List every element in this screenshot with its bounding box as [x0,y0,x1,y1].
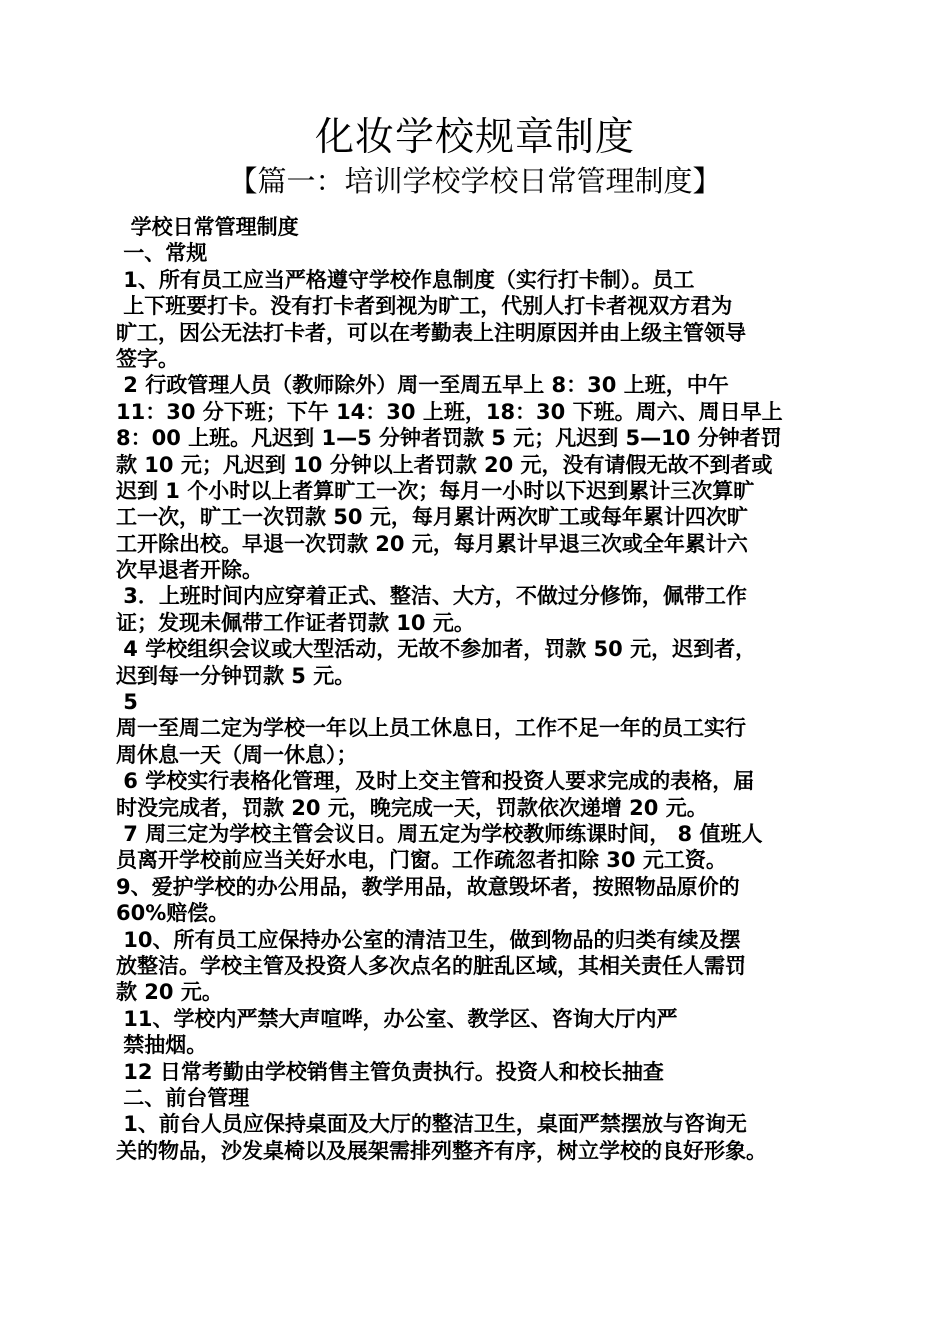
document-subtitle: 【篇一：培训学校学校日常管理制度】 [228,164,722,198]
body-line: 周休息一天（周一休息）； [116,742,358,767]
document-title: 化妆学校规章制度 [314,115,635,160]
body-line: 11：30 分下班；下午 14：30 上班，18：30 下班。周六、周日早上 [116,399,783,424]
body-line: 员离开学校前应当关好水电，门窗。工作疏忽者扣除 30 元工资。 [116,848,727,873]
body-line: 一、常规 [116,241,208,266]
body-line: 学校日常管理制度 [116,215,299,239]
body-line: 上下班要打卡。没有打卡者到视为旷工，代别人打卡者视双方君为 [116,294,733,319]
body-line: 周一至周二定为学校一年以上员工休息日，工作不足一年的员工实行 [116,716,746,741]
body-line: 工一次，旷工一次罚款 50 元，每月累计两次旷工或每年累计四次旷 [116,505,748,530]
body-line: 12 日常考勤由学校销售主管负责执行。投资人和校长抽查 [116,1059,664,1084]
body-line: 禁抽烟。 [116,1033,208,1058]
body-line: 5 [116,690,138,715]
body-line: 旷工，因公无法打卡者，可以在考勤表上注明原因并由上级主管领导 [116,320,746,345]
body-line: 关的物品，沙发桌椅以及展架需排列整齐有序，树立学校的良好形象。 [116,1138,767,1163]
body-line: 款 10 元；凡迟到 10 分钟以上者罚款 20 元，没有请假无故不到者或 [116,452,773,477]
body-line: 二、前台管理 [116,1085,250,1110]
body-line: 款 20 元。 [116,980,223,1005]
body-line: 60%赔偿。 [116,901,230,926]
body-line: 6 学校实行表格化管理，及时上交主管和投资人要求完成的表格，届 [116,769,755,794]
body-line: 次早退者开除。 [116,558,263,583]
body-line: 时没完成者，罚款 20 元，晚完成一天，罚款依次递增 20 元。 [116,795,708,820]
body-line: 迟到每一分钟罚款 5 元。 [116,663,356,688]
body-line: 7 周三定为学校主管会议日。周五定为学校教师练课时间， 8 值班人 [116,821,763,846]
body-line: 9、爱护学校的办公用品，教学用品，故意毁坏者，按照物品原价的 [116,874,740,899]
body-line: 3．上班时间内应穿着正式、整洁、大方，不做过分修饰，佩带工作 [116,584,747,609]
body-line: 10、所有员工应保持办公室的清洁卫生，做到物品的归类有续及摆 [116,927,741,952]
body-line: 1、前台人员应保持桌面及大厅的整洁卫生，桌面严禁摆放与咨询无 [116,1112,747,1137]
body-line: 工开除出校。早退一次罚款 20 元，每月累计早退三次或全年累计六 [116,531,748,556]
body-line: 11、学校内严禁大声喧哗，办公室、教学区、咨询大厅内严 [116,1006,678,1031]
body-line: 签字。 [116,346,179,371]
body-line: 2 行政管理人员（教师除外）周一至周五早上 8：30 上班，中午 [116,373,729,398]
body-line: 4 学校组织会议或大型活动，无故不参加者，罚款 50 元，迟到者， [116,637,757,662]
body-line: 1、所有员工应当严格遵守学校作息制度（实行打卡制）。员工 [116,267,695,292]
body-line: 证；发现未佩带工作证者罚款 10 元。 [116,610,475,635]
document-body [116,214,856,1164]
body-line: 迟到 1 个小时以上者算旷工一次；每月一小时以下迟到累计三次算旷 [116,478,755,503]
body-line: 放整洁。学校主管及投资人多次点名的脏乱区域，其相关责任人需罚 [116,953,746,978]
body-line: 8：00 上班。凡迟到 1—5 分钟者罚款 5 元；凡迟到 5—10 分钟者罚 [116,426,782,451]
